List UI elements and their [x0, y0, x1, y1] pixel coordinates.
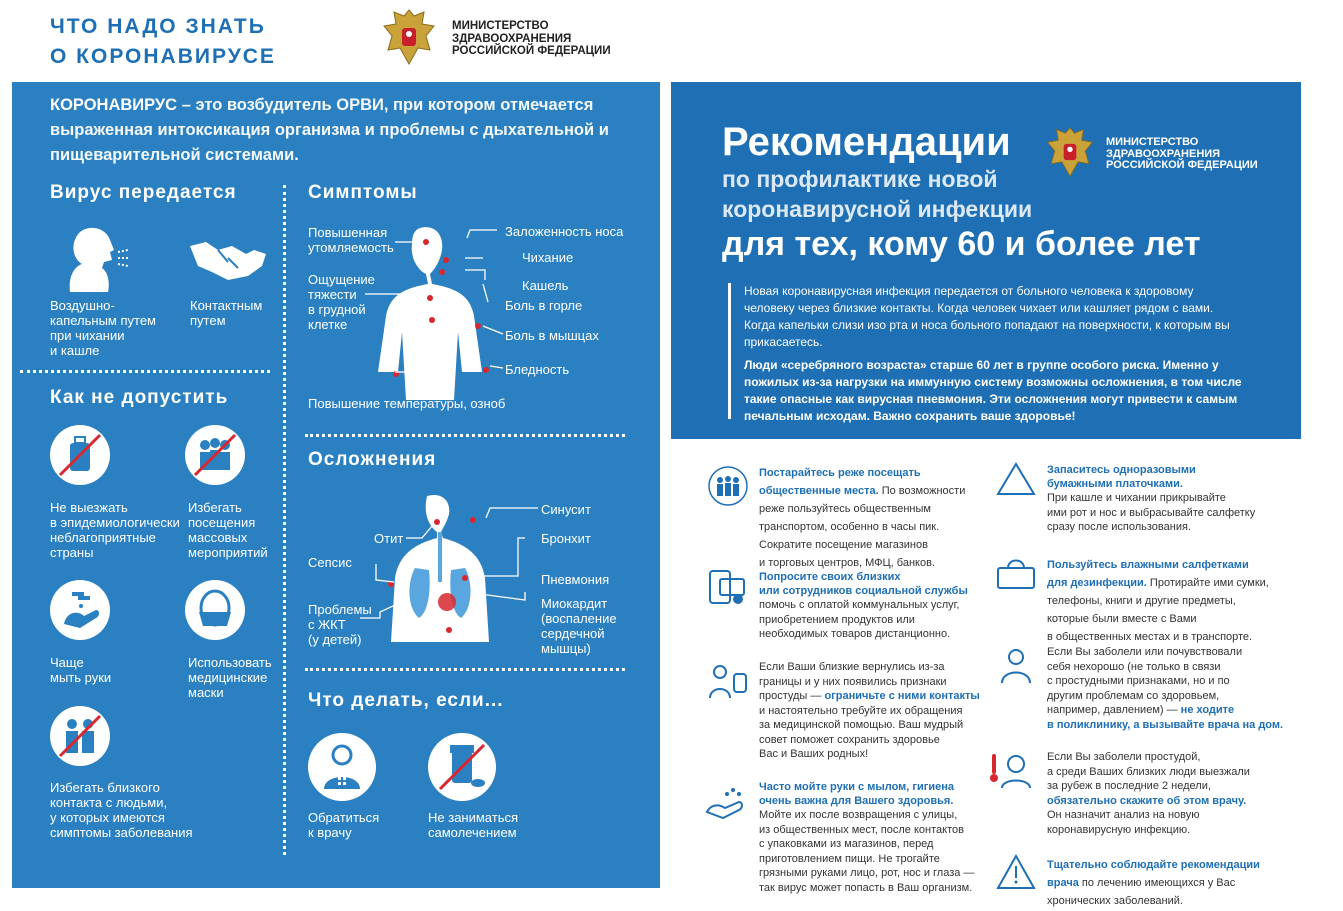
prevention-masks-label: Использовать медицинские маски: [188, 655, 272, 700]
tip-call-doctor-home: [1047, 645, 1287, 732]
banner-ministry-name: МИНИСТЕРСТВО ЗДРАВООХРАНЕНИЯ РОССИЙСКОЙ ФЕДЕРАЦИИ: [1106, 136, 1258, 171]
tip-stock-tissues: [1047, 463, 1287, 535]
intro-keyword: КОРОНАВИРУС: [50, 96, 178, 114]
divider-line: [305, 668, 625, 671]
crowd-icon: [706, 466, 750, 506]
banner-audience: для тех, кому 60 и более лет: [722, 225, 1201, 263]
tip-avoid-public-places: [759, 463, 999, 571]
prevention-wash-hands-label: Чаще мыть руки: [50, 655, 112, 685]
complication-sepsis: Сепсис: [308, 555, 352, 570]
tip-body: по лечению имеющихся у Вас хронических заболеваний.: [1047, 877, 1236, 907]
symptom-muscle-pain: Боль в мышцах: [505, 328, 599, 343]
section-title-complications: Осложнения: [308, 449, 437, 470]
tip-body: помочь с оплатой коммунальных услуг, приобретением продуктов или необходимых товаров дистанционно.: [759, 599, 960, 640]
tip-text: Если Ваши близкие вернулись из-за границы и у них появились признаки простуды —: [759, 661, 947, 702]
no-self-medication-icon: [428, 733, 496, 801]
doctor-icon: [308, 733, 376, 801]
sick-person-icon: [988, 750, 1032, 790]
complications-leader-lines: [360, 500, 550, 650]
tip-body: При кашле и чихании прикрывайте ими рот и нос и выбрасывайте салфетку сразу после использования.: [1047, 492, 1256, 533]
sneezing-person-icon: [58, 222, 132, 292]
quote-bar: [728, 283, 731, 419]
divider-line: [305, 434, 625, 437]
tip-text: Он назначит анализ на новую коронавирусную инфекцию.: [1047, 809, 1200, 836]
tip-heading: Попросите своих близких или сотрудников социальной службы: [759, 571, 968, 597]
coat-of-arms-icon: [380, 6, 438, 68]
tip-tell-doctor-travel: [1047, 750, 1287, 837]
tip-heading: Постарайтесь реже посещать общественные места.: [759, 467, 921, 497]
prevention-no-crowds-label: Избегать посещения массовых мероприятий: [188, 500, 268, 560]
banner-subtitle: по профилактике новой коронавирусной инфекции: [722, 166, 1033, 222]
complication-gi-problems: Проблемы с ЖКТ (у детей): [308, 602, 372, 647]
tip-text: Если Вы заболели или почувствовали себя нехорошо (не только в связи с простудными признаками, но и по другим проблемам со здоровьем, например, давлением) —: [1047, 646, 1243, 716]
section-title-transmission: Вирус передается: [50, 182, 237, 203]
symptom-chest-heaviness: Ощущение тяжести в грудной клетке: [308, 272, 375, 332]
section-title-prevention: Как не допустить: [50, 387, 229, 408]
tip-text: Если Вы заболели простудой, а среди Ваших близких люди выезжали за рубеж в последние 2 недели,: [1047, 751, 1250, 792]
nurse-phone-icon: [994, 645, 1038, 685]
no-crowds-icon: [185, 425, 245, 485]
symptom-fever: Повышение температуры, озноб: [308, 396, 506, 411]
action-see-doctor-label: Обратиться к врачу: [308, 810, 380, 840]
symptom-sneezing: Чихание: [522, 250, 574, 265]
complication-bronchitis: Бронхит: [541, 531, 591, 546]
tip-highlight: не ходите в поликлинику, а вызывайте врача на дом.: [1047, 704, 1284, 731]
tip-ask-for-help: [759, 570, 999, 642]
symptom-stuffy-nose: Заложенность носа: [505, 224, 624, 239]
ministry-name: МИНИСТЕРСТВО ЗДРАВООХРАНЕНИЯ РОССИЙСКОЙ ФЕДЕРАЦИИ: [452, 20, 611, 57]
intro-text: [50, 93, 620, 168]
symptom-pallor: Бледность: [505, 362, 570, 377]
section-title-what-to-do: Что делать, если...: [308, 690, 504, 711]
tip-heading: Запаситесь одноразовыми бумажными платочками.: [1047, 464, 1196, 490]
coat-of-arms-icon: [1044, 124, 1096, 180]
tip-heading: Пользуйтесь влажными салфетками для дезинфекции.: [1047, 559, 1249, 589]
stop-hand-icon: [706, 660, 750, 700]
transmission-contact-label: Контактным путем: [190, 298, 263, 328]
prevention-no-travel-label: Не выезжать в эпидемиологически неблагоприятные страны: [50, 500, 180, 560]
tip-wash-hands: [759, 780, 999, 895]
wet-wipes-icon: [994, 552, 1038, 592]
transmission-airborne-label: Воздушно- капельным путем при чихании и кашле: [50, 298, 156, 358]
prevention-avoid-contact-label: Избегать близкого контакта с людьми, у которых имеются симптомы заболевания: [50, 780, 193, 840]
tip-highlight: ограничьте с ними контакты: [824, 690, 980, 702]
symptom-sore-throat: Боль в горле: [505, 298, 583, 313]
banner-paragraph-2: Люди «серебряного возраста» старше 60 лет в группе особого риска. Именно у пожилых из-за нагрузки на иммунную систему возможны осложнения, в том числе такие опасные как вирусная пневмония. Эти осложнения могут привести к самым печальным исходам. Важно сохранить ваше здоровье!: [744, 358, 1242, 423]
hand-wash-icon: [703, 782, 747, 822]
symptom-fatigue: Повышенная утомляемость: [308, 225, 394, 255]
banner-title: Рекомендации: [722, 120, 1011, 164]
complication-sinusitis: Синусит: [541, 502, 591, 517]
intro-body: – это возбудитель ОРВИ, при котором отмечается выраженная интоксикация организма и проблемы с дыхательной и пищеварительной системами.: [50, 96, 609, 164]
no-travel-icon: [50, 425, 110, 485]
action-no-self-medication-label: Не заниматься самолечением: [428, 810, 519, 840]
divider-line: [20, 370, 270, 373]
hand-washing-icon: [50, 580, 110, 640]
tip-body: По возможности реже пользуйтесь общественным транспортом, особенно в часы пик. Сократите посещение магазинов и торговых центров, МФЦ, банков.: [759, 485, 966, 569]
section-title-symptoms: Симптомы: [308, 182, 418, 203]
mask-icon: [185, 580, 245, 640]
banner-body: [744, 283, 1244, 425]
tip-limit-contacts: [759, 660, 999, 762]
smartphone-payment-icon: [706, 567, 750, 607]
tip-heading: Часто мойте руки с мылом, гигиена очень важна для Вашего здоровья.: [759, 781, 954, 807]
tip-follow-doctor-advice: [1047, 855, 1287, 909]
warning-icon: [994, 852, 1038, 892]
tip-body: Мойте их после возвращения с улицы, из общественных мест, после контактов с упаковками из магазинов, перед приготовлением пищи. Не трогайте грязными руками лицо, рот, нос и глаза — так вирус может попасть в Ваш организм.: [759, 809, 975, 894]
page-title: ЧТО НАДО ЗНАТЬ О КОРОНАВИРУСЕ: [50, 15, 276, 68]
complication-otitis: Отит: [374, 531, 404, 546]
banner-paragraph-1: Новая коронавирусная инфекция передается от больного человека к здоровому человеку через близкие контакты. Когда человек чихает или кашляет рядом с вами. Когда капельки слизи изо рта и носа больного попадают на поверхности, к которым вы прикасаетесь.: [744, 284, 1230, 349]
complication-pneumonia: Пневмония: [541, 572, 610, 587]
tip-use-wipes: [1047, 555, 1287, 645]
tip-body: Протирайте ими сумки, телефоны, книги и другие предметы, которые были вместе с Вами в общественных местах и в транспорте.: [1047, 577, 1269, 643]
tip-highlight: обязательно скажите об этом врачу.: [1047, 794, 1247, 807]
handshake-icon: [188, 236, 268, 282]
tissues-icon: [994, 460, 1038, 500]
symptom-cough: Кашель: [522, 278, 569, 293]
no-contact-icon: [50, 706, 110, 766]
tip-heading: Тщательно соблюдайте рекомендации врача: [1047, 859, 1260, 889]
vertical-divider: [283, 185, 286, 855]
tip-text: и настоятельно требуйте их обращения за медицинской помощью. Ваш мудрый совет поможет сохранить здоровье Вас и Ваших родных!: [759, 704, 964, 760]
complication-myocarditis: Миокардит (воспаление сердечной мышцы): [541, 596, 617, 656]
